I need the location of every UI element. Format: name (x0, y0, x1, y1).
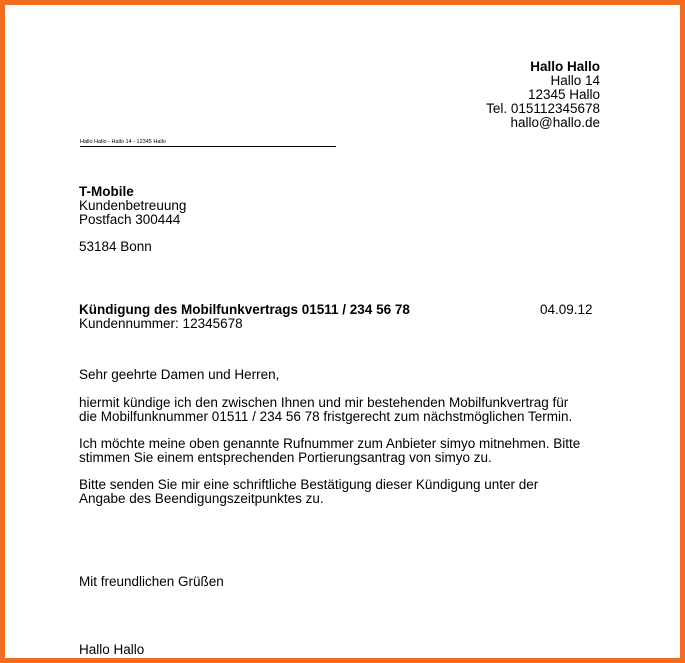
recipient-address (79, 185, 186, 227)
subject-title: Kündigung des Mobilfunkvertrags 01511 / 234 56 78 (79, 302, 410, 317)
paragraph-confirmation (79, 478, 538, 506)
recipient-postbox: Postfach 300444 (79, 212, 181, 227)
paragraph-line: stimmen Sie einem entsprechenden Portierungsantrag von simyo zu. (79, 450, 492, 465)
recipient-company: T-Mobile (79, 184, 134, 199)
signature-name: Hallo Hallo (79, 642, 145, 657)
return-address-line: Hallo Hallo - Hallo 14 - 12345 Hallo (80, 139, 336, 147)
recipient-department: Kundenbetreuung (79, 198, 187, 213)
sender-address (486, 60, 600, 130)
customer-number: Kundennummer: 12345678 (79, 316, 243, 331)
sender-name: Hallo Hallo (530, 59, 600, 74)
subject-block (79, 303, 410, 331)
sender-phone: Tel. 015112345678 (486, 101, 600, 116)
paragraph-line: Angabe des Beendigungszeitpunktes zu. (79, 491, 324, 506)
salutation: Sehr geehrte Damen und Herren, (79, 367, 280, 382)
sender-city: 12345 Hallo (527, 87, 600, 102)
closing: Mit freundlichen Grüßen (79, 574, 224, 589)
paragraph-termination (79, 396, 572, 424)
paragraph-line: Bitte senden Sie mir eine schriftliche Bestätigung dieser Kündigung unter der (79, 477, 539, 492)
letter-date: 04.09.12 (540, 302, 593, 317)
sender-email: hallo@hallo.de (510, 115, 600, 130)
paragraph-line: hiermit kündige ich den zwischen Ihnen und mir bestehenden Mobilfunkvertrag für (79, 395, 569, 410)
paragraph-line: Ich möchte meine oben genannte Rufnummer zum Anbieter simyo mitnehmen. Bitte (79, 436, 581, 451)
sender-street: Hallo 14 (550, 73, 600, 88)
recipient-city: 53184 Bonn (79, 239, 152, 254)
paragraph-line: die Mobilfunknummer 01511 / 234 56 78 fristgerecht zum nächstmöglichen Termin. (79, 409, 573, 424)
paragraph-porting (79, 437, 580, 465)
